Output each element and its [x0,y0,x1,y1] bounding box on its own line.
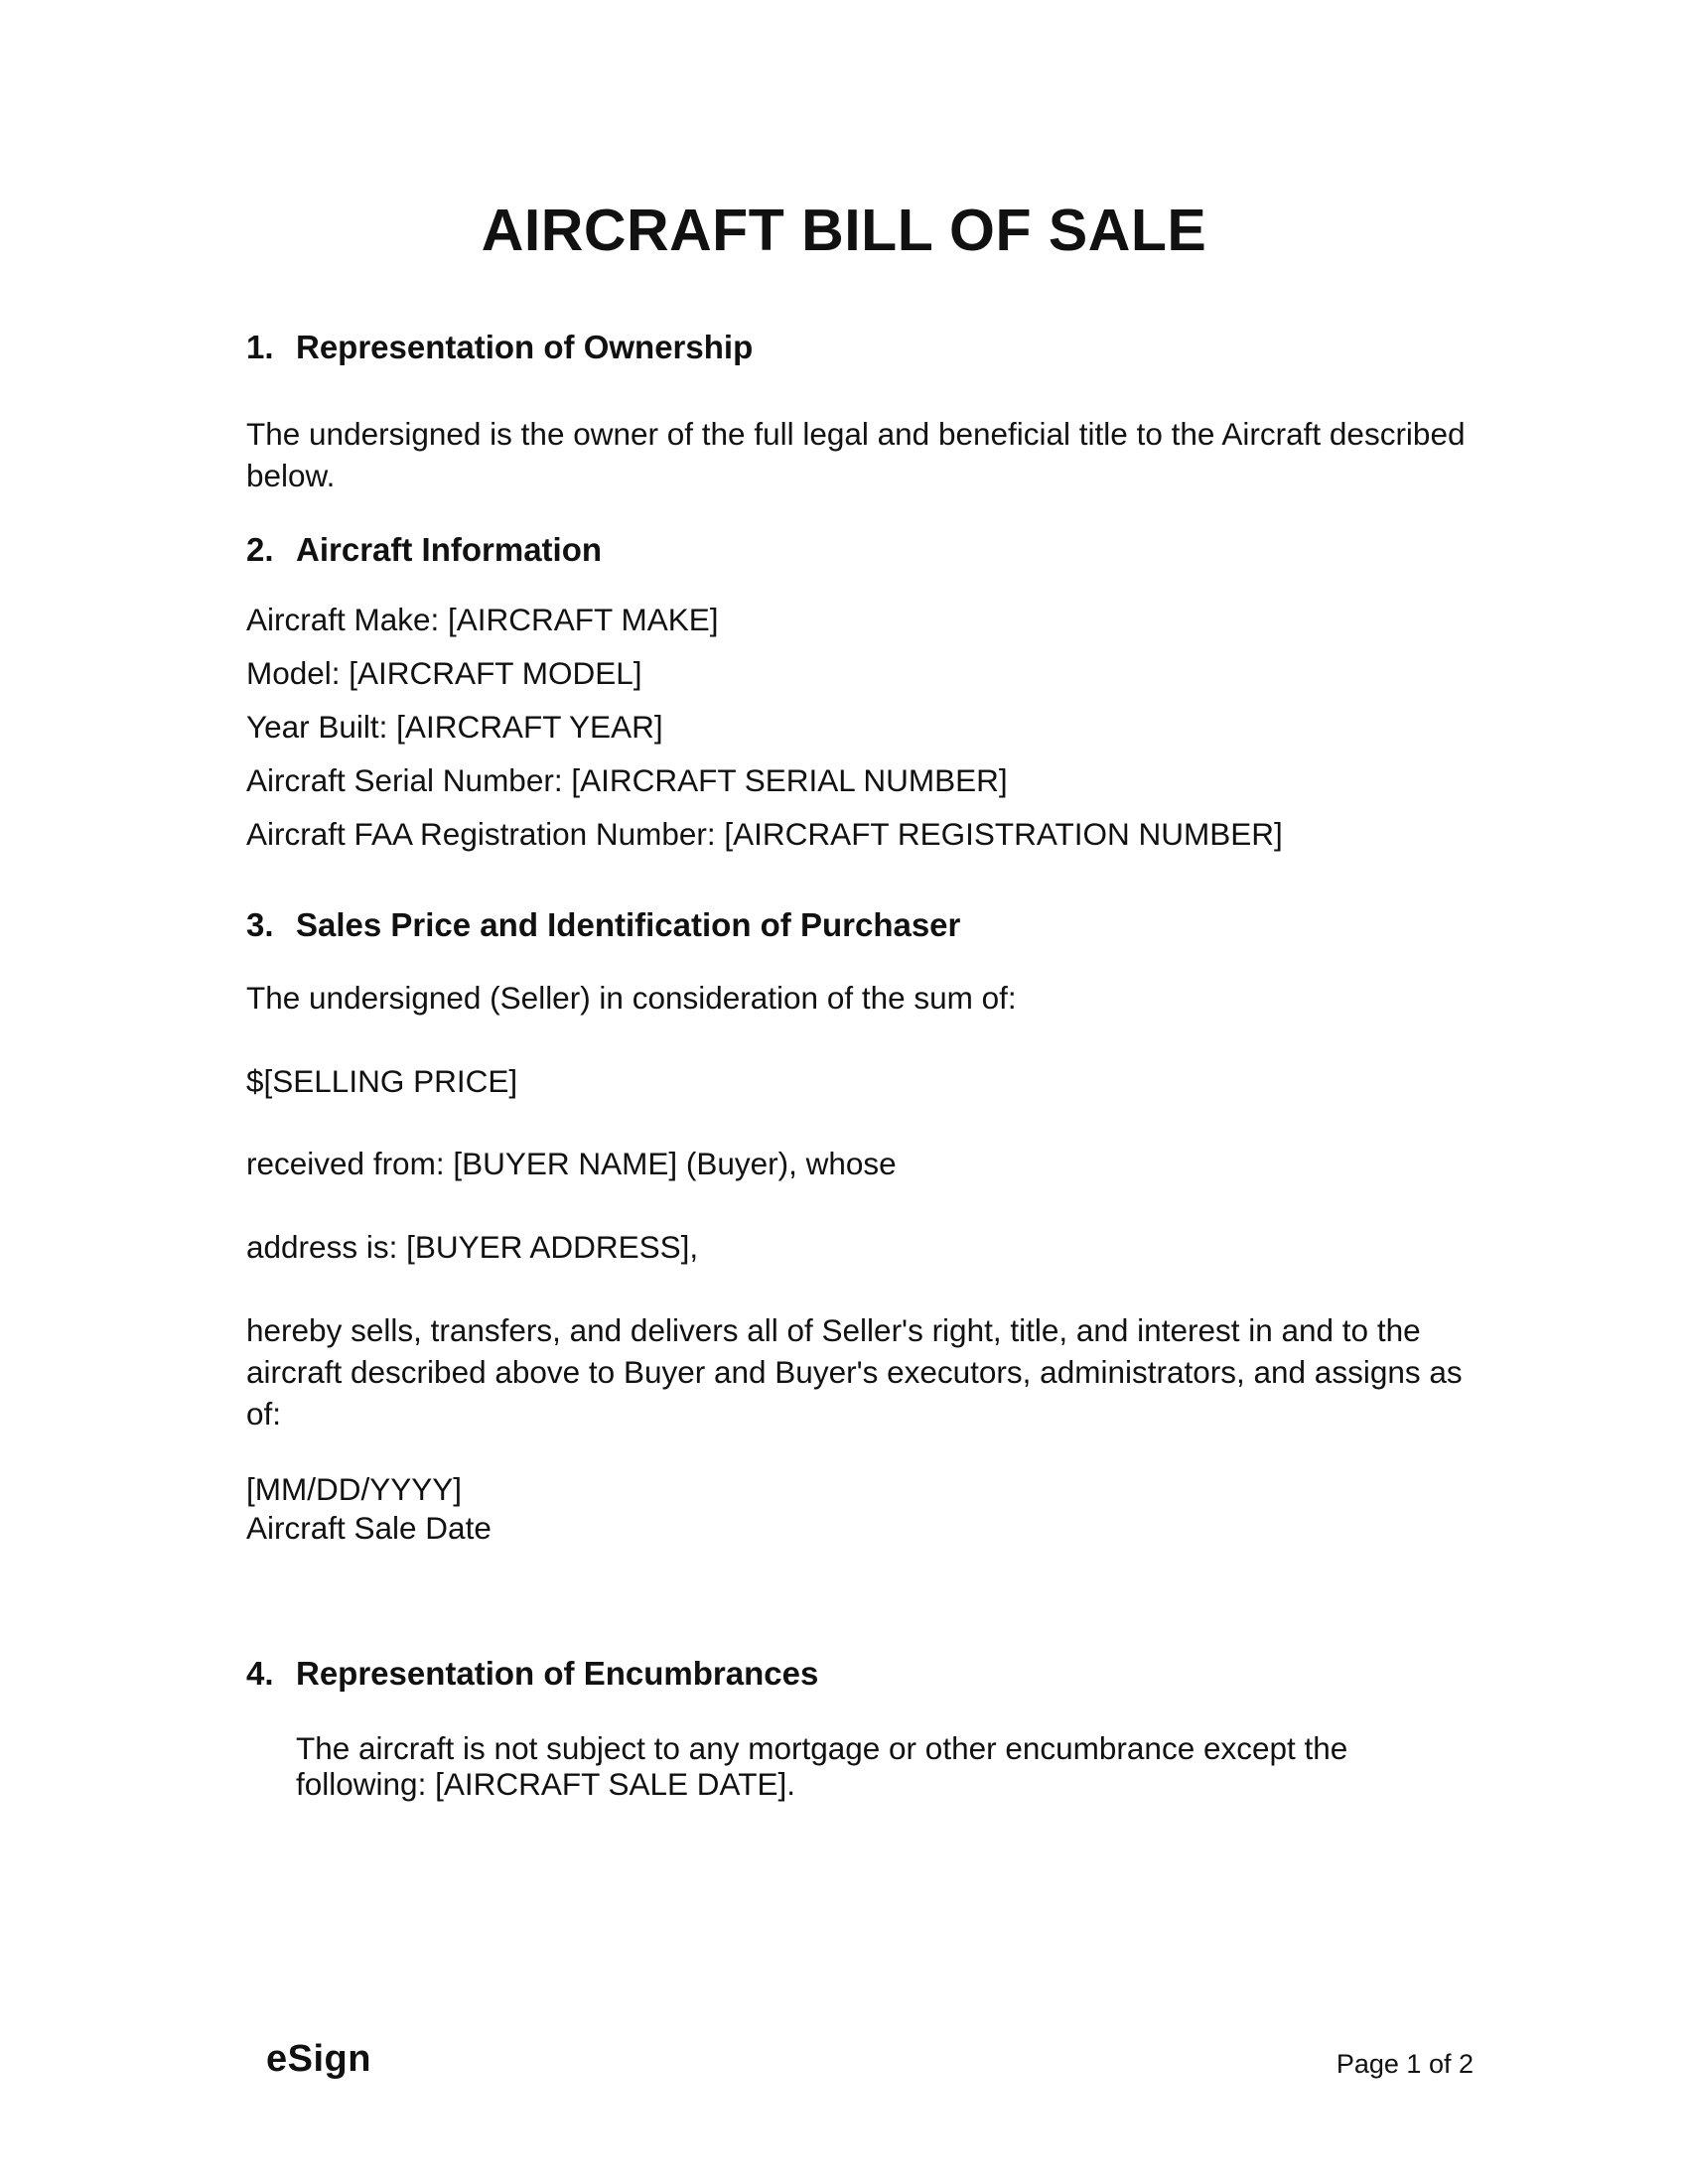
section-3-heading [246,905,960,945]
section-title: Representation of Encumbrances [296,1655,819,1692]
aircraft-make-field: Aircraft Make: [AIRCRAFT MAKE] [246,602,719,637]
section-4-heading [246,1654,818,1694]
section-1-heading [246,328,753,367]
buyer-name-line: received from: [BUYER NAME] (Buyer), whose [246,1146,897,1181]
section-title: Representation of Ownership [296,329,754,365]
esign-logo: eSign [266,2038,371,2080]
transfer-text-line-3: of: [246,1396,282,1432]
aircraft-serial-field: Aircraft Serial Number: [AIRCRAFT SERIAL NUMBER] [246,762,1008,798]
selling-price: $[SELLING PRICE] [246,1063,518,1099]
page-indicator: Page 1 of 2 [1336,2049,1474,2079]
section-number: 3. [246,906,274,943]
buyer-address-line: address is: [BUYER ADDRESS], [246,1229,699,1265]
aircraft-registration-field: Aircraft FAA Registration Number: [AIRCRAFT REGISTRATION NUMBER] [246,816,1283,852]
encumbrance-text-line-1: The aircraft is not subject to any mortgage or other encumbrance except the [296,1730,1348,1766]
aircraft-year-field: Year Built: [AIRCRAFT YEAR] [246,709,663,745]
section-number: 4. [246,1655,274,1692]
ownership-text-line-1: The undersigned is the owner of the full legal and beneficial title to the Aircraft described [246,416,1466,452]
consideration-text: The undersigned (Seller) in consideration of the sum of: [246,980,1017,1016]
encumbrance-text-line-2: following: [AIRCRAFT SALE DATE]. [296,1766,795,1802]
aircraft-model-field: Model: [AIRCRAFT MODEL] [246,655,642,691]
section-title: Aircraft Information [296,531,603,568]
sale-date-placeholder: [MM/DD/YYYY] [246,1471,463,1507]
section-title: Sales Price and Identification of Purchaser [296,906,961,943]
section-2-heading [246,530,602,570]
transfer-text-line-2: aircraft described above to Buyer and Buyer's executors, administrators, and assigns as [246,1354,1463,1390]
section-number: 1. [246,329,274,365]
document-title: AIRCRAFT BILL OF SALE [481,198,1207,263]
section-number: 2. [246,531,274,568]
transfer-text-line-1: hereby sells, transfers, and delivers all of Seller's right, title, and interest in and to the [246,1312,1421,1348]
sale-date-label: Aircraft Sale Date [246,1510,492,1546]
ownership-text-line-2: below. [246,458,336,493]
